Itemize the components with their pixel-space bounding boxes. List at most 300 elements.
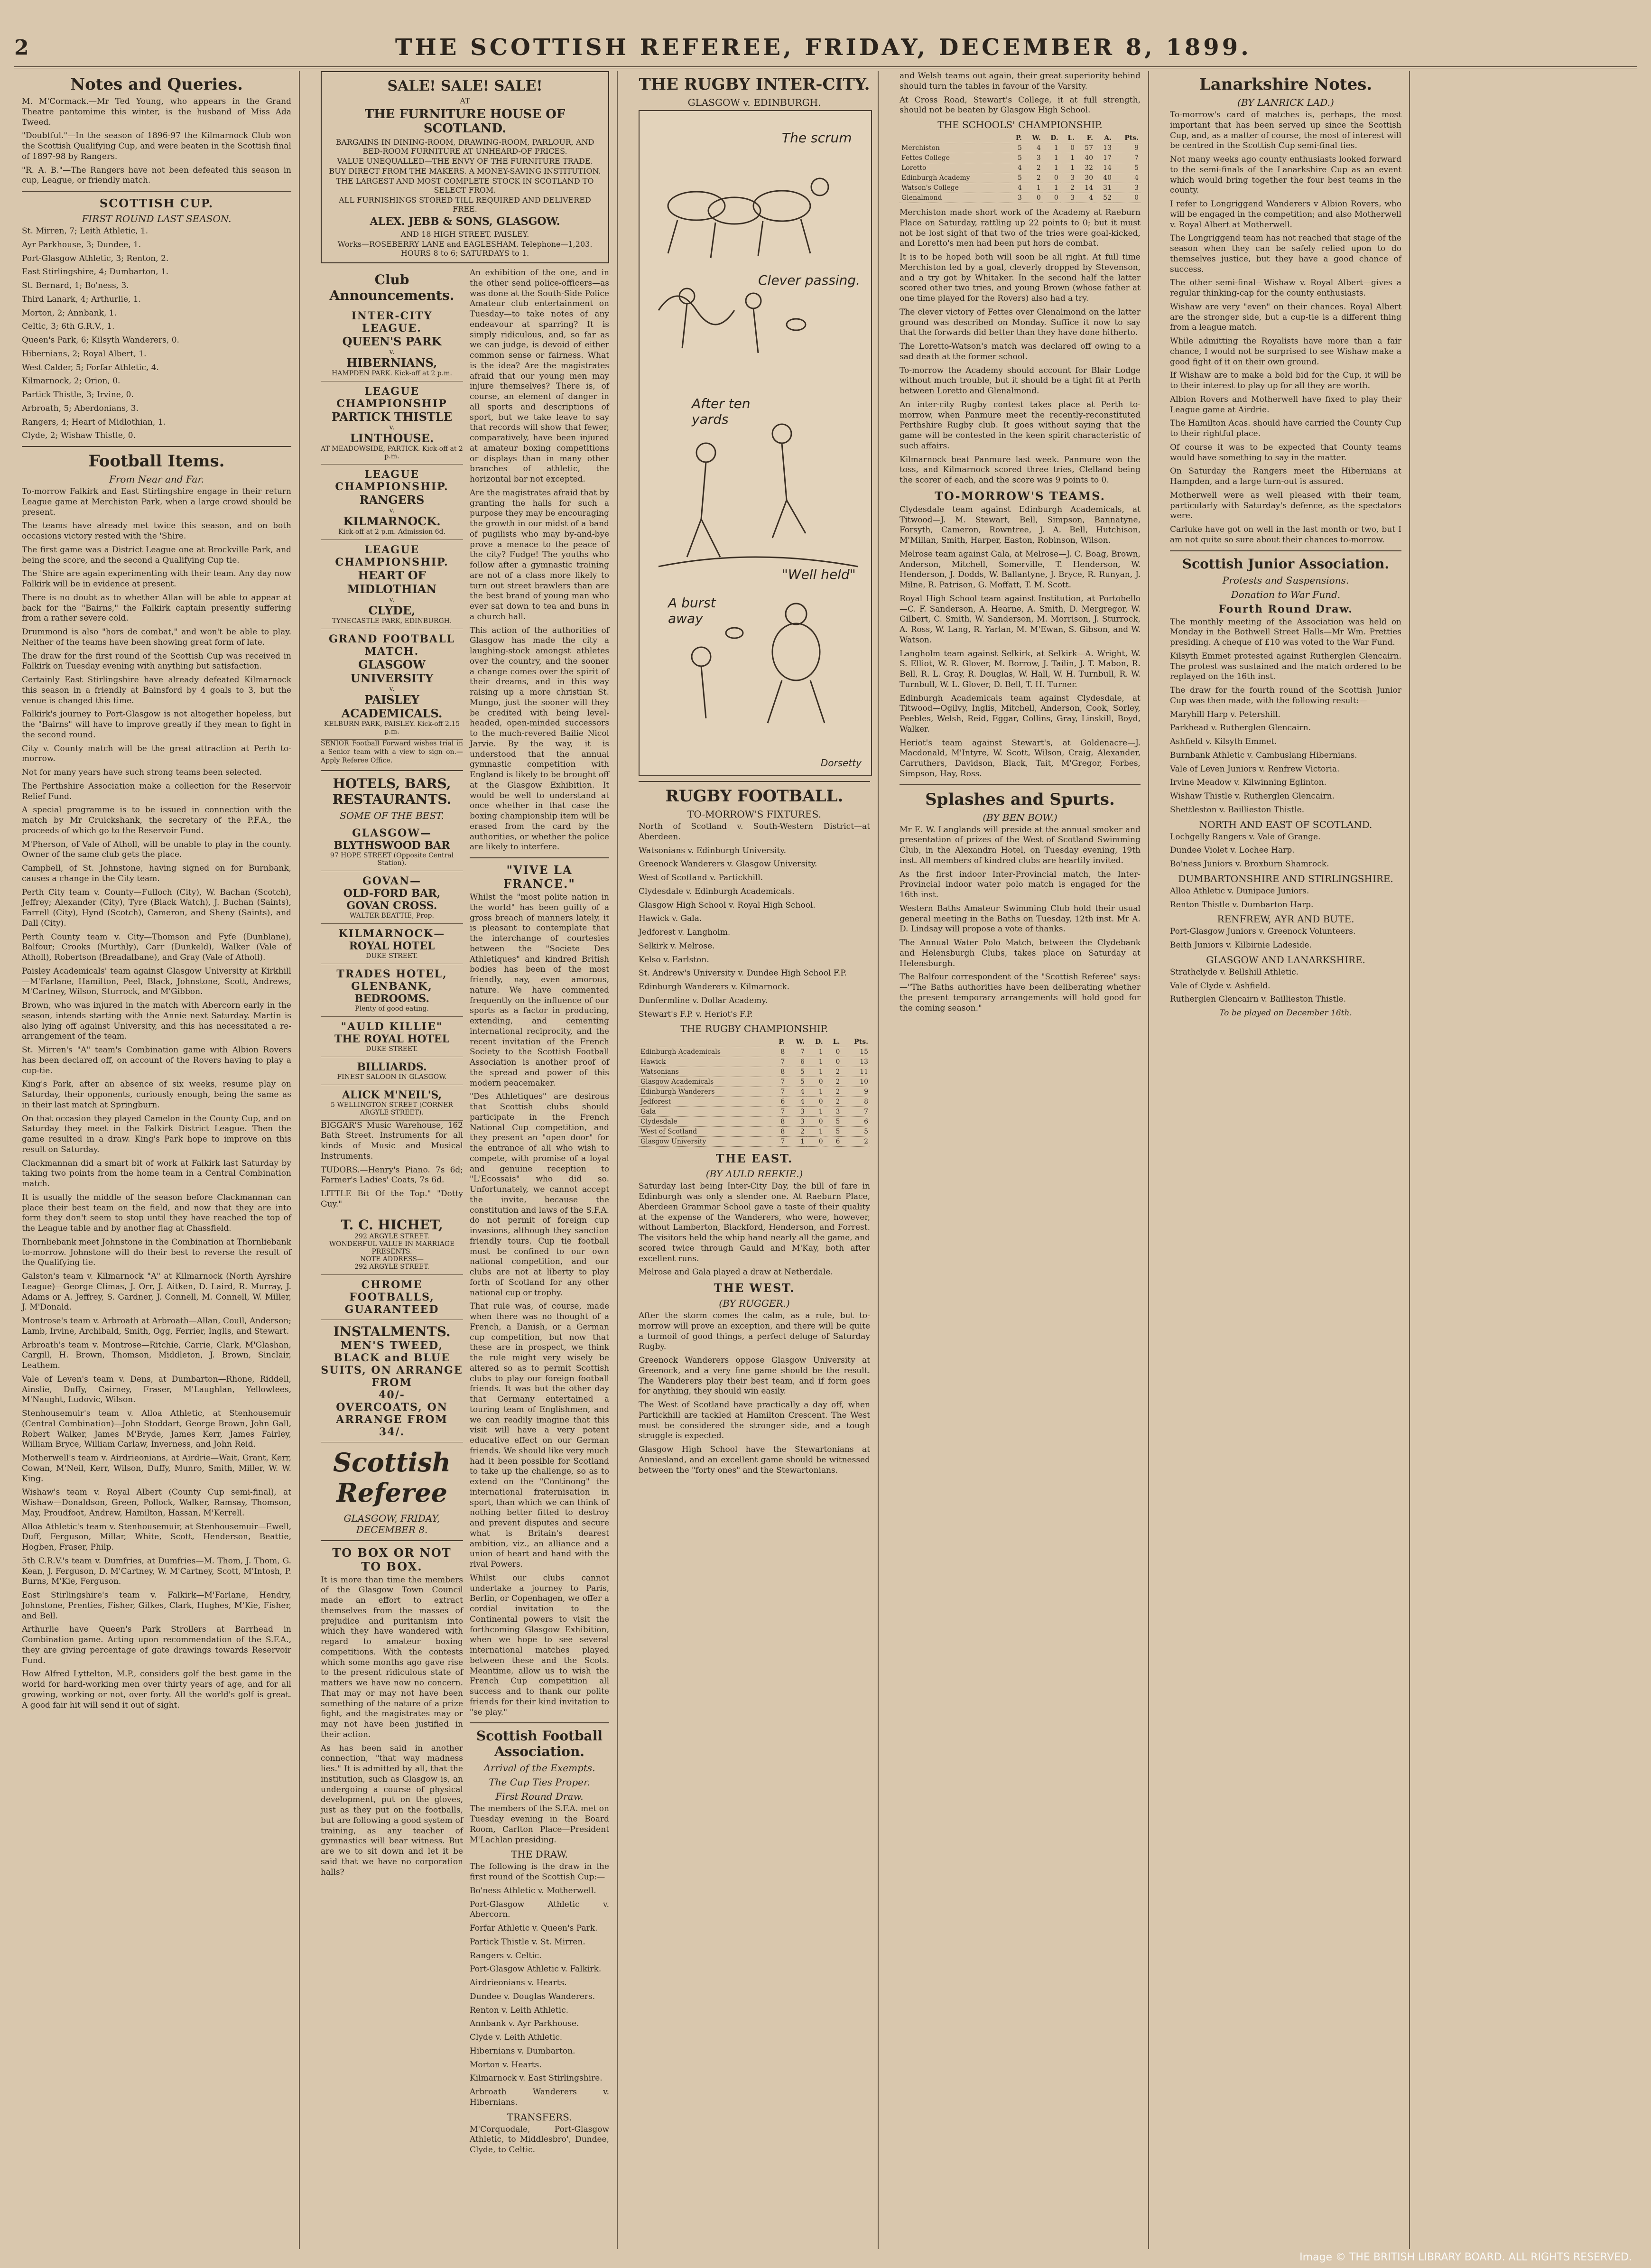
sale-line: BUY DIRECT FROM THE MAKERS. A MONEY-SAVING INSTITUTION. [329, 167, 601, 176]
renfrew-item: Port-Glasgow Juniors v. Greenock Volunteers. [1170, 927, 1356, 937]
team-paragraph: Edinburgh Academicals team against Clydesdale, at Titwood—Ogilvy, Inglis, Mitchell, Anderson, Cook, Sorley, Peebles, Welsh, Reid, Eggar, Collins, Gray, Linskill, Boyd, Walker. [900, 693, 1141, 734]
vive-paragraph: "Des Athletiques" are desirous that Scottish clubs should participate in the French National Cup competition, and they present an "open door" for the entrance of all who wish to compete, with promise of a loyal and genuine reception to "L'Ecossais" who did so. Unfortunately, we cannot accept the invite, because the constitution and laws of the S.F.A. do not permit of foreign cup invasions, although they sanction friendly tours. Cup tie football must be confined to our own national competition, and our clubs are not at liberty to play forth of Scotland for any other national cup or trophy. [470, 1092, 609, 1298]
football-item: Stenhousemuir's team v. Alloa Athletic, at Stenhousemuir (Central Combination)—John Stoddart, George Brown, John Gall, Robert Walker, James M'Bryde, James Kerr, James Fairley, William Bryce, William Carlaw, Inverness, and John Reid. [22, 1409, 291, 1450]
schools-row [900, 143, 1141, 153]
fourth-round-item: Shettleston v. Baillieston Thistle. [1170, 805, 1305, 815]
caption-burst-away: A burst away [668, 595, 716, 626]
rugby-cartoon [639, 110, 872, 776]
draw-item: Clyde v. Leith Athletic. [470, 2033, 563, 2042]
east-heading: THE EAST. [715, 1152, 793, 1166]
table-cell: 8 [842, 1097, 870, 1107]
schools-championship-heading: THE SCHOOLS' CHAMPIONSHIP. [937, 119, 1103, 130]
artist-signature: Dorsetty [820, 757, 862, 769]
column-header: L. [825, 1037, 842, 1047]
box-paragraph: It is more than time the members of the Glasgow Town Council made an effort to extract themselves from the masses of prejudice and puritanism into which they have wandered with regard to amateur boxing competitions. With the contests which some months ago gave rise to the present ridiculous state of matters we have now no concern. That may or may not have been something of the nature of a prize fight, and the magistrates may or may not have been justified in their action. [321, 1575, 463, 1739]
fourth-round-item: Wishaw Thistle v. Rutherglen Glencairn. [1170, 791, 1335, 801]
football-item: Arthurlie have Queen's Park Strollers at Barrhead in Combination game. Acting upon recommendation of the S.F.A., they are giving percentage of gate drawings towards Reservoir Fund. [22, 1625, 291, 1665]
cup-result: Morton, 2; Annbank, 1. [22, 308, 117, 318]
cup-result: Ayr Parkhouse, 3; Dundee, 1. [22, 240, 141, 250]
sfa-text: The members of the S.F.A. met on Tuesday evening in the Board Room, Carlton Place—President M'Lachlan presiding. [470, 1804, 609, 1845]
table-cell: 1 [1043, 153, 1060, 163]
cup-result: Arbroath, 5; Aberdonians, 3. [22, 403, 139, 413]
football-item: To-morrow Falkirk and East Stirlingshire engage in their return League game at Merchiston Park, when a large crowd should be present. [22, 487, 291, 517]
table-cell: 6 [825, 1137, 842, 1147]
fourth-round-item: Parkhead v. Rutherglen Glencairn. [1170, 723, 1311, 733]
cup-result: Clyde, 2; Wishaw Thistle, 0. [22, 431, 136, 441]
hichet-line: 292 ARGYLE STREET. [354, 1263, 429, 1271]
table-cell: 8 [771, 1047, 787, 1057]
east-article [639, 1181, 870, 1278]
table-cell: 7 [771, 1137, 787, 1147]
lanarkshire-paragraph: Carluke have got on well in the last month or two, but I am not quite so sure about their chances to-morrow. [1170, 525, 1401, 545]
club-ad-team2: PAISLEY ACADEMICALS. [341, 693, 443, 720]
east-byline: (BY AULD REEKIE.) [705, 1168, 803, 1180]
note-paragraph: "R. A. B."—The Rangers have not been defeated this season in cup, League, or friendly match. [22, 165, 291, 186]
glasgow-lanark-list [1170, 967, 1401, 1005]
table-cell: Glasgow University [639, 1137, 771, 1147]
caption-well-held: "Well held" [782, 567, 856, 582]
fourth-round-item: Burnbank Athletic v. Cambuslang Hibernians. [1170, 750, 1357, 760]
hotels-sub: SOME OF THE BEST. [340, 809, 444, 821]
club-ad-head: LEAGUE CHAMPIONSHIP [336, 385, 447, 410]
scottish-cup-sub: FIRST ROUND LAST SEASON. [82, 213, 232, 224]
fixture-item: Glasgow High School v. Royal High School. [639, 900, 816, 910]
table-cell: 2 [1024, 173, 1043, 183]
instalments-line: MEN'S TWEED, BLACK and BLUE SUITS, ON ARRANGE FROM [321, 1339, 463, 1389]
column-header: P. [1009, 133, 1024, 143]
glasgow-lanark-heading: GLASGOW AND LANARKSHIRE. [1206, 954, 1365, 966]
table-cell: Gala [639, 1107, 771, 1117]
fixture-item: St. Andrew's University v. Dundee High School F.P. [639, 968, 847, 978]
splashes-article [900, 825, 1141, 1014]
splashes-heading: Splashes and Spurts. [925, 790, 1115, 809]
football-item: Perth City team v. County—Fulloch (City), W. Bachan (Scotch), Jeffrey; Alexander (City), Tyre (Black Watch), J. Buchan (Saints), Farrell (City), Hynd (Scotch), Cameron, and Sheny (Saints), and Dall (City). [22, 887, 291, 928]
cup-result: Rangers, 4; Heart of Midlothian, 1. [22, 417, 166, 427]
table-cell: 5 [787, 1067, 807, 1077]
table-cell: 13 [842, 1057, 870, 1067]
football-item: A special programme is to be issued in connection with the match by Mr Cruickshank, the secretary of the P.F.A., the proceeds of which go to the Reservoir Fund. [22, 805, 291, 836]
fixture-item: Clydesdale v. Edinburgh Academicals. [639, 886, 795, 896]
west-paragraph: The West of Scotland have practically a day off, when Partickhill are tackled at Hamilton Crescent. The West must be considered the stronger side, and a tough struggle is expected. [639, 1400, 870, 1441]
fourth-round-item: Vale of Leven Juniors v. Renfrew Victoria. [1170, 764, 1340, 774]
table-cell: Glenalmond [900, 193, 1009, 203]
page-number: 2 [14, 35, 29, 60]
team-paragraph: Clydesdale team against Edinburgh Academicals, at Titwood—J. M. Stewart, Bell, Simpson, Bannatyne, Forsyth, Cameron, Rowntree, J. A. Bell, Hutchison, M'Millan, Smith, Harper, Easton, Robinson, Wilson. [900, 504, 1141, 545]
box-heading: TO BOX OR NOT TO BOX. [332, 1545, 452, 1573]
sfa-sub2: The Cup Ties Proper. [489, 1776, 590, 1788]
junior-paragraph: The monthly meeting of the Association was held on Monday in the Bothwell Street Halls—Mr Wm. Pretties presiding. A cheque of £10 was voted to the War Fund. [1170, 617, 1401, 647]
draw-item: Dundee v. Douglas Wanderers. [470, 1991, 595, 2001]
fixtures-heading: TO-MORROW'S FIXTURES. [687, 809, 821, 820]
football-items-list [22, 487, 291, 1710]
hotel-ad-head: KILMARNOCK— [338, 927, 445, 940]
table-cell: 52 [1095, 193, 1113, 203]
sfa-sub3: First Round Draw. [495, 1791, 584, 1803]
club-ad-team2: KILMARNOCK. [343, 514, 441, 528]
table-cell: 3 [1060, 193, 1076, 203]
hotel-ad [321, 1017, 463, 1057]
table-cell: 5 [1009, 143, 1024, 153]
hotel-ad [321, 964, 463, 1017]
club-ad-head: LEAGUE CHAMPIONSHIP. [335, 544, 449, 568]
ads-column [321, 268, 463, 2159]
vive-paragraph: Whilst our clubs cannot undertake a journey to Paris, Berlin, or Copenhagen, we offer a cordial invitation to the Continental powers to visit the forthcoming Glasgow Exhibition, when we hope to see several international matches played between these and the Scots. Meantime, allow us to wish the French Cup competition all success and to thank our polite friends for their kind invitation to "se play." [470, 1573, 609, 1717]
copyright-credit: Image © THE BRITISH LIBRARY BOARD. ALL RIGHTS RESERVED. [1299, 2251, 1632, 2263]
cup-result: Third Lanark, 4; Arthurlie, 1. [22, 294, 141, 304]
sfa-heading: Scottish Football Association. [476, 1728, 603, 1760]
lanarkshire-paragraph: The Longriggend team has not reached that stage of the season when they can be safely relied upon to do themselves justice, but they have a good chance of success. [1170, 233, 1402, 274]
club-ad [321, 629, 463, 740]
fixture-item: North of Scotland v. South-Western District—at Aberdeen. [639, 822, 870, 842]
football-item: Galston's team v. Kilmarnock "A" at Kilmarnock (North Ayrshire League)—George Climas, J. Orr, J. Aitken, D. Laird, R. Murray, J. Adams or A. Jeffrey, S. Gardner, J. Connell, M. Connell, W. Miller, J. M'Donald. [22, 1272, 291, 1312]
table-cell: Clydesdale [639, 1117, 771, 1127]
table-cell: 1 [807, 1057, 825, 1067]
instalments-line: 34/. [379, 1425, 405, 1438]
junior-article [1170, 617, 1401, 706]
column-header [639, 1037, 771, 1047]
table-cell: 7 [771, 1057, 787, 1067]
sale-at: AT [460, 96, 470, 105]
club-ad-big: RANGERS [359, 493, 425, 507]
draw-item: Kilmarnock v. East Stirlingshire. [470, 2073, 603, 2083]
column-2 [313, 71, 618, 2249]
draw-item: Forfar Athletic v. Queen's Park. [470, 1924, 598, 1933]
table-cell: 1 [1060, 163, 1076, 173]
column-header: W. [787, 1037, 807, 1047]
column-5 [1162, 71, 1410, 2249]
hotel-ads-list [321, 823, 463, 1121]
football-item: The 'Shire are again experimenting with their team. Any day now Falkirk will be in evidence at present. [22, 569, 291, 589]
west-paragraph: Glasgow High School have the Stewartonians at Anniesland, and an excellent game should be witnessed between the "forty ones" and the Stewartonians. [639, 1445, 870, 1475]
table-header-row [900, 133, 1141, 143]
box-paragraph: An exhibition of the one, and in the other send police-officers—as was done at the South-Side Police Amateur club entertainment on Tuesday—to take notes of any endeavour at sparring? It is simply ridiculous, and, so far as we can judge, is devoid of either common sense or fairness. What is the idea? Are the magistrates afraid that our young men may injure themselves? There is, of course, an element of danger in all sports and descriptions of sport, but we take leave to say that records will show that fewer, comparatively, have been injured at amateur boxing competitions or displays than in many other branches of athletic, the horizontal bar not excepted. [470, 268, 609, 484]
table-cell: 0 [807, 1097, 825, 1107]
lanarkshire-heading: Lanarkshire Notes. [1199, 75, 1373, 94]
lanarkshire-paragraph: The other semi-final—Wishaw v. Royal Albert—gives a regular thinking-cap for the county enthusiasts. [1170, 278, 1401, 298]
fourth-round-heading: Fourth Round Draw. [1218, 603, 1353, 615]
lanarkshire-paragraph: The Hamilton Acas. should have carried the County Cup to their rightful place. [1170, 418, 1401, 438]
table-cell: 2 [1024, 163, 1043, 173]
fixture-item: Jedforest v. Langholm. [639, 928, 731, 937]
rugby-paragraph: and Welsh teams out again, their great superiority behind should turn the tables in favour of the Varsity. [900, 71, 1141, 91]
football-item: The first game was a District League one at Brockville Park, and being the score, and the second a Qualifying Cup tie. [22, 545, 291, 565]
table-cell: 9 [842, 1087, 870, 1097]
hotels-heading: HOTELS, BARS, RESTAURANTS. [332, 775, 452, 807]
junior-paragraph: Kilsyth Emmet protested against Rutherglen Glencairn. The protest was sustained and the match ordered to be replayed on the 16th inst. [1170, 651, 1401, 682]
football-item: How Alfred Lyttelton, M.P., considers golf the best game in the world for hard-working men over thirty years of age, and for all growing, working or not, over forty. All the world's golf is great. A good fair hit will send it out of sight. [22, 1669, 291, 1710]
schools-championship-table [900, 133, 1141, 203]
club-ad-sub: v. [389, 685, 395, 693]
schools-row [900, 163, 1141, 173]
dumbartonshire-heading: DUMBARTONSHIRE AND STIRLINGSHIRE. [1178, 873, 1393, 884]
rugby-football-heading: RUGBY FOOTBALL. [665, 787, 844, 806]
lanarkshire-paragraph: Albion Rovers and Motherwell have fixed to play their League game at Airdrie. [1170, 394, 1401, 415]
table-cell: 0 [825, 1057, 842, 1067]
transfers-heading: TRANSFERS. [507, 2111, 572, 2123]
draw-list [470, 1886, 609, 2108]
football-item: On that occasion they played Camelon in the County Cup, and on Saturday they meet in the Falkirk District League. Then the game resulted in a draw. King's Park hope to improve on this result on Saturday. [22, 1114, 291, 1154]
caption-after-ten-yards: After ten yards [692, 396, 751, 427]
lanarkshire-paragraph: If Wishaw are to make a bold bid for the Cup, it will be to their interest to play up for all they are worth. [1170, 371, 1401, 390]
vive-heading: "VIVE LA FRANCE." [503, 863, 575, 891]
scottish-referee-banner: Scottish Referee [333, 1447, 451, 1508]
table-cell: 2 [1060, 183, 1076, 193]
table-cell: 17 [1095, 153, 1113, 163]
table-cell: 4 [1024, 143, 1043, 153]
hotel-ad-note: DUKE STREET. [366, 952, 418, 960]
table-cell: 1 [1060, 153, 1076, 163]
schools-paragraph: The clever victory of Fettes over Glenalmond on the latter ground was described on Monday. Suffice it now to say that the forwards did better than they have done hitherto. [900, 307, 1141, 338]
hotel-ad [321, 871, 463, 924]
table-cell: 2 [825, 1077, 842, 1087]
table-cell: West of Scotland [639, 1127, 771, 1137]
club-ad-head: INTER-CITY LEAGUE. [351, 310, 433, 335]
fixture-item: Dunfermline v. Dollar Academy. [639, 995, 768, 1005]
north-east-item: Bo'ness Juniors v. Broxburn Shamrock. [1170, 859, 1329, 869]
table-cell: 9 [1113, 143, 1141, 153]
table-cell: 1 [1043, 183, 1060, 193]
fourth-round-item: Maryhill Harp v. Petershill. [1170, 709, 1280, 719]
hotel-ad-note: 5 WELLINGTON STREET (CORNER ARGYLE STREET). [331, 1101, 453, 1116]
table-cell: 14 [1076, 183, 1095, 193]
championship-row [639, 1057, 870, 1067]
column-header: D. [1043, 133, 1060, 143]
table-cell: 0 [807, 1117, 825, 1127]
football-item: Thornliebank meet Johnstone in the Combination at Thornliebank to-morrow. Johnstone will do their best to reverse the result of the Qualifying tie. [22, 1237, 291, 1268]
renfrew-heading: RENFREW, AYR AND BUTE. [1217, 913, 1354, 925]
fixture-item: Watsonians v. Edinburgh University. [639, 846, 787, 855]
table-cell: 13 [1095, 143, 1113, 153]
fixture-item: Kelso v. Earlston. [639, 955, 709, 965]
table-cell: 0 [807, 1137, 825, 1147]
sale-headline: SALE! SALE! SALE! [387, 78, 543, 94]
schools-paragraph: The Loretto-Watson's match was declared off owing to a sad death at the former school. [900, 342, 1141, 362]
football-item: Falkirk's journey to Port-Glasgow is not altogether hopeless, but the "Bairns" will have to improve greatly if they mean to fight in the second round. [22, 709, 291, 740]
hotel-ad [321, 1057, 463, 1085]
table-cell: Merchiston [900, 143, 1009, 153]
cup-result: Port-Glasgow Athletic, 3; Renton, 2. [22, 253, 169, 263]
team-paragraph: Langholm team against Selkirk, at Selkirk—A. Wright, W. S. Elliot, W. R. Glover, M. Borrow, J. Tailin, J. T. Mabon, R. Bell, R. L. Gray, R. Douglas, W. Hall, W. H. Turnbull, R. W. Turnbull, W. L. Glover, D. Bell, T. H. Turner. [900, 649, 1141, 689]
fixture-item: Hawick v. Gala. [639, 914, 702, 924]
table-cell: 40 [1076, 153, 1095, 163]
championship-row [639, 1137, 870, 1147]
table-cell: 6 [771, 1097, 787, 1107]
football-item: King's Park, after an absence of six weeks, resume play on Saturday, their opponents, curiously enough, being the same as in their last match at Springburn. [22, 1079, 291, 1110]
table-cell: 0 [1024, 193, 1043, 203]
fixture-item: Stewart's F.P. v. Heriot's F.P. [639, 1009, 753, 1019]
vive-paragraph: Whilst the "most polite nation in the world" has been guilty of a gross breach of manners lately, it is pleasant to contemplate that the interchange of courtesies between the "Societe Des Athletiques" and kindred British bodies has been of the most friendly, nay, even amorous, nature. We have commented frequently on the influence of our sports as a factor in producing, extending, and cementing international reciprocity, and the recent invitation of the French Society to the Scottish Football Association is another proof of the spread and power of this modern peacemaker. [470, 892, 609, 1088]
hichet-lines [321, 1233, 463, 1271]
football-item: City v. County match will be the great attraction at Perth to-morrow. [22, 744, 291, 764]
hotel-ad [321, 924, 463, 964]
masthead [14, 28, 1637, 68]
cup-results-list [22, 226, 291, 441]
dumbartonshire-list [1170, 886, 1401, 911]
played-note: To be played on December 16th. [1219, 1008, 1352, 1018]
sale-line: VALUE UNEQUALLED—THE ENVY OF THE FURNITURE TRADE. [337, 157, 593, 166]
championship-row [639, 1127, 870, 1137]
table-cell: 11 [842, 1067, 870, 1077]
fixture-item: Selkirk v. Melrose. [639, 941, 715, 951]
hotel-ad-note: WALTER BEATTIE, Prop. [350, 911, 434, 920]
table-cell: 1 [807, 1087, 825, 1097]
table-cell: Loretto [900, 163, 1009, 173]
vive-paragraph: That rule was, of course, made when there was no thought of a French, a Danish, or a German cup competition, but now that these are in prospect, we think the rule might very wisely be altered so as to permit Scottish clubs to play our foreign football friends. It was but the other day that Germany entertained a touring team of Englishmen, and we can readily imagine that this visit will have a very potent educative effect on our German friends. We should like very much had it been possible for Scotland to take up the challenge, so as to extend on the "Continong" the international fraternisation in sport, than which we can think of nothing better fitted to destroy and prevent disputes and secure what is Britain's dearest ambition, viz., an alliance and a union of heart and hand with the rival Powers. [470, 1301, 609, 1569]
draw-item: Arbroath Wanderers v. Hibernians. [470, 2087, 609, 2107]
draw-item: Hibernians v. Dumbarton. [470, 2046, 575, 2056]
championship-row [639, 1067, 870, 1077]
draw-item: Port-Glasgow Athletic v. Abercorn. [470, 1899, 609, 1920]
table-header-row [639, 1037, 870, 1047]
draw-item: Rangers v. Celtic. [470, 1951, 542, 1961]
football-item: M'Pherson, of Vale of Atholl, will be unable to play in the county. Owner of the same club gets the place. [22, 839, 291, 860]
table-cell: 7 [771, 1107, 787, 1117]
football-item: Drummond is also "hors de combat," and won't be able to play. Neither of the teams have been showing great form of late. [22, 627, 291, 647]
lanarkshire-paragraph: On Saturday the Rangers meet the Hibernians at Hampden, and a large turn-out is assured. [1170, 466, 1401, 486]
furniture-sale-ad [321, 71, 609, 263]
football-item: Arbroath's team v. Montrose—Ritchie, Carrie, Clark, M'Glashan, Cargill, H. Brown, Thomson, Middleton, J. Brown, Sinclair, Leathem. [22, 1340, 291, 1370]
draw-item: Bo'ness Athletic v. Motherwell. [470, 1886, 596, 1896]
splashes-paragraph: Western Baths Amateur Swimming Club hold their usual general meeting in the Baths on Tuesday, 12th inst. Mr A. D. Lindsay will propose a vote of thanks. [900, 903, 1141, 934]
hotel-ad-big: BEDROOMS. [354, 992, 430, 1005]
table-cell: 4 [1076, 193, 1095, 203]
hotel-ad-note: Plenty of good eating. [355, 1004, 429, 1013]
table-cell: Watsonians [639, 1067, 771, 1077]
team-paragraph: Royal High School team against Institution, at Portobello—C. F. Sanderson, A. Hearne, A. Smith, D. Mergregor, W. Gilbert, C. Smith, W. Sanderson, M. Morrison, J. Sturrock, A. Ross, W. Lang, R. Yarlan, M. M'Ewan, S. Gibson, and W. Watson. [900, 594, 1141, 645]
schools-paragraph: It is to be hoped both will soon be all right. At full time Merchiston led by a goal, cleverly dropped by Stevenson, and a try got by Whitaker. In the second half the latter scored other two tries, and young Brown (whose father at one time played for the Rovers) also had a try. [900, 252, 1141, 303]
table-cell: Edinburgh Academicals [639, 1047, 771, 1057]
football-item: Vale of Leven's team v. Dens, at Dumbarton—Rhone, Riddell, Ainslie, Duffy, Cairney, Fraser, M'Laughlan, Yellowlees, M'Naught, Ludovic, Wilson. [22, 1374, 291, 1405]
junior-sub: Protests and Suspensions. [1222, 574, 1349, 586]
masthead-title: THE SCOTTISH REFEREE, FRIDAY, DECEMBER 8, 1899. [395, 34, 1252, 61]
club-announcements-heading: Club Announcements. [329, 272, 454, 303]
hotel-ad-head: TRADES HOTEL, GLENBANK, [336, 967, 447, 993]
teams-list [900, 505, 1141, 780]
table-cell: 4 [1113, 173, 1141, 183]
table-cell: 7 [842, 1107, 870, 1117]
football-item: East Stirlingshire's team v. Falkirk—M'Farlane, Hendry, Johnstone, Prenties, Fisher, Gilkes, Clark, Hughes, M'Kie, Fisher, and Bell. [22, 1590, 291, 1621]
schools-row [900, 153, 1141, 163]
teams-heading: TO-MORROW'S TEAMS. [934, 489, 1106, 503]
column-1 [14, 71, 300, 2249]
team-paragraph: Melrose team against Gala, at Melrose—J. C. Boag, Brown, Anderson, Mitchell, Somerville, T. Henderson, W. Henderson, J. Dodds, W. Ballantyne, J. Bryce, R. Runyan, J. Milne, R. Patrison, G. Moffatt, T. M. Scott. [900, 549, 1141, 590]
table-cell: 10 [842, 1077, 870, 1087]
hotel-ad-big: BLYTHSWOOD BAR [334, 839, 450, 852]
sale-address: AND 18 HIGH STREET, PAISLEY. [400, 230, 529, 239]
club-ad-big: QUEEN'S PARK [342, 335, 442, 348]
instalments-heading: INSTALMENTS. [333, 1323, 451, 1339]
small-ad: LITTLE Bit Of the Top." "Dotty Guy." [321, 1189, 463, 1209]
glasgow-lanark-item: Strathclyde v. Bellshill Athletic. [1170, 967, 1299, 977]
club-ad-big: HEART OF MIDLOTHIAN [347, 568, 437, 596]
glasgow-lanark-item: Vale of Clyde v. Ashfield. [1170, 981, 1271, 991]
club-ad-note: Kick-off at 2 p.m. Admission 6d. [338, 528, 445, 536]
north-east-list [1170, 832, 1401, 870]
club-ad-team2: CLYDE, [368, 604, 416, 617]
football-items-heading: Football Items. [88, 452, 225, 471]
table-cell: 3 [825, 1107, 842, 1117]
west-paragraph: After the storm comes the calm, as a rule, but to-morrow will prove an exception, and there will be quite a turmoil of good things, a perfect deluge of Saturday Rugby. [639, 1311, 870, 1352]
lanarkshire-paragraph: While admitting the Royalists have more than a fair chance, I would not be surprised to see Wishaw make a good fight of it on their own ground. [1170, 336, 1401, 367]
west-paragraph: Greenock Wanderers oppose Glasgow University at Greenock, and a very fine game should be the result. The Wanderers play their best team, and if form goes for anything, they should win easily. [639, 1356, 870, 1396]
fixtures-list [639, 822, 870, 1020]
club-ad-big: PARTICK THISTLE [332, 410, 452, 424]
box-paragraph: This action of the authorities of Glasgow has made the city a laughing-stock amongst athletes over the country, and the sooner a change comes over the spirit of their dreams, and in this way raising up a more christian St. Mungo, just the sooner will they be credited with being level-headed, open-minded successors to the much-revered Bailie Nicol Jarvie. By the way, it is understood that the annual gymnastic competition with England is likely to be brought off at the Glasgow Exhibition. It would be well to understand at once whether in that case the boxing championship item will be erased from the card by the authorities, or whether the police are likely to interfere. [470, 625, 609, 852]
column-header: L. [1060, 133, 1076, 143]
sale-line: THE LARGEST AND MOST COMPLETE STOCK IN SCOTLAND TO SELECT FROM. [336, 177, 594, 195]
table-cell: 4 [787, 1087, 807, 1097]
table-cell: 2 [787, 1127, 807, 1137]
championship-row [639, 1047, 870, 1057]
club-ad-sub: v. [389, 507, 395, 514]
club-ad [321, 540, 463, 629]
war-fund-heading: Donation to War Fund. [1231, 588, 1341, 600]
scottish-cup-heading: SCOTTISH CUP. [99, 196, 214, 210]
dumbartonshire-item: Renton Thistle v. Dumbarton Harp. [1170, 900, 1314, 910]
table-cell: 14 [1095, 163, 1113, 173]
schools-paragraph: Kilmarnock beat Panmure last week. Panmure won the toss, and Kilmarnock scored three tries, Clelland being the scorer of each, and the score was 9 points to 0. [900, 455, 1141, 485]
column-header [900, 133, 1009, 143]
table-cell: 7 [1113, 153, 1141, 163]
hotel-ad-big: ROYAL HOTEL [349, 939, 435, 952]
club-ad-big: GLASGOW UNIVERSITY [350, 658, 434, 685]
football-item: The draw for the first round of the Scottish Cup was received in Falkirk on Tuesday evening with anything but satisfaction. [22, 651, 291, 671]
column-header: Pts. [1113, 133, 1141, 143]
football-item: Paisley Academicals' team against Glasgow University at Kirkhill—M'Farlane, Hamilton, Peel, Black, Johnstone, Scott, Andrews, M'Cartney, Wilson, Sturrock, and M'Gibbon. [22, 966, 291, 997]
championship-row [639, 1117, 870, 1127]
table-cell: 1 [807, 1127, 825, 1137]
table-cell: 0 [1060, 143, 1076, 153]
club-ad-team2: LINTHOUSE. [350, 431, 434, 445]
football-item: There is no doubt as to whether Allan will be able to appear at back for the "Bairns," the Falkirk captain presently suffering from a rather severe cold. [22, 593, 291, 623]
table-cell: 6 [842, 1117, 870, 1127]
box-article-continued [470, 268, 609, 853]
football-item: Wishaw's team v. Royal Albert (County Cup semi-final), at Wishaw—Donaldson, Green, Pollock, Walker, Ramsay, Thomson, May, Proudfoot, Andrew, Hamilton, Hassan, M'Kerrell. [22, 1487, 291, 1518]
hotel-ad-big: OLD-FORD BAR, GOVAN CROSS. [343, 887, 441, 912]
north-east-heading: NORTH AND EAST OF SCOTLAND. [1199, 818, 1373, 830]
table-cell: 0 [825, 1047, 842, 1057]
box-paragraph: As has been said in another connection, "that way madness lies." It is admitted by all, that the institution, such as Glasgow is, an undergoing a course of physical development, put on the gloves, just as they put on the footballs, but are following a good system of training, as any teacher of gymnastics will bear witness. But are we to sit down and let it be said that we have no corporation halls? [321, 1743, 463, 1877]
hotel-ad-note: DUKE STREET. [366, 1045, 418, 1053]
column-header: A. [1095, 133, 1113, 143]
east-paragraph: Melrose and Gala played a draw at Netherdale. [639, 1267, 833, 1277]
table-cell: Jedforest [639, 1097, 771, 1107]
schools-row [900, 173, 1141, 183]
table-cell: 1 [807, 1067, 825, 1077]
column-header: Pts. [842, 1037, 870, 1047]
schools-paragraph: To-morrow the Academy should account for Blair Lodge without much trouble, but it should be a tight fit at Perth between Loretto and Glenalmond. [900, 365, 1141, 396]
table-cell: 2 [825, 1067, 842, 1077]
sale-line: ALL FURNISHINGS STORED TILL REQUIRED AND DELIVERED FREE. [339, 195, 591, 214]
lanarkshire-byline: (BY LANRICK LAD.) [1237, 97, 1334, 108]
table-cell: 40 [1095, 173, 1113, 183]
football-item: Brown, who was injured in the match with Abercorn early in the season, intends starting with the Annie next Saturday. Martin is also lying off against University, and this has necessitated a re-arrangement of the team. [22, 1001, 291, 1041]
table-cell: 7 [771, 1087, 787, 1097]
club-ad-team2: HIBERNIANS, [346, 356, 437, 370]
referee-date: GLASGOW, FRIDAY, DECEMBER 8. [343, 1512, 440, 1535]
glasgow-lanark-item: Rutherglen Glencairn v. Baillieston Thistle. [1170, 995, 1346, 1004]
championship-row [639, 1107, 870, 1117]
table-cell: 5 [842, 1127, 870, 1137]
draw-item: Morton v. Hearts. [470, 2060, 542, 2070]
east-paragraph: Saturday last being Inter-City Day, the bill of fare in Edinburgh was only a slender one. At Raeburn Place, Aberdeen Grammar School gave a taste of their quality at the expense of the Wanderers, who were, however, without Lamberton, Blackford, Henderson, and Forrest. The visitors held the whip hand nearly all the game, and scored twice through Gauld and M'Kay, both after excellent runs. [639, 1181, 870, 1264]
cup-result: Queen's Park, 6; Kilsyth Wanderers, 0. [22, 335, 179, 345]
club-ad-note: HAMPDEN PARK. Kick-off at 2 p.m. [332, 370, 452, 377]
small-ads-list [321, 1121, 463, 1210]
rugby-cartoon-drawing [640, 111, 871, 773]
table-cell: 0 [807, 1077, 825, 1087]
table-cell: 1 [807, 1047, 825, 1057]
